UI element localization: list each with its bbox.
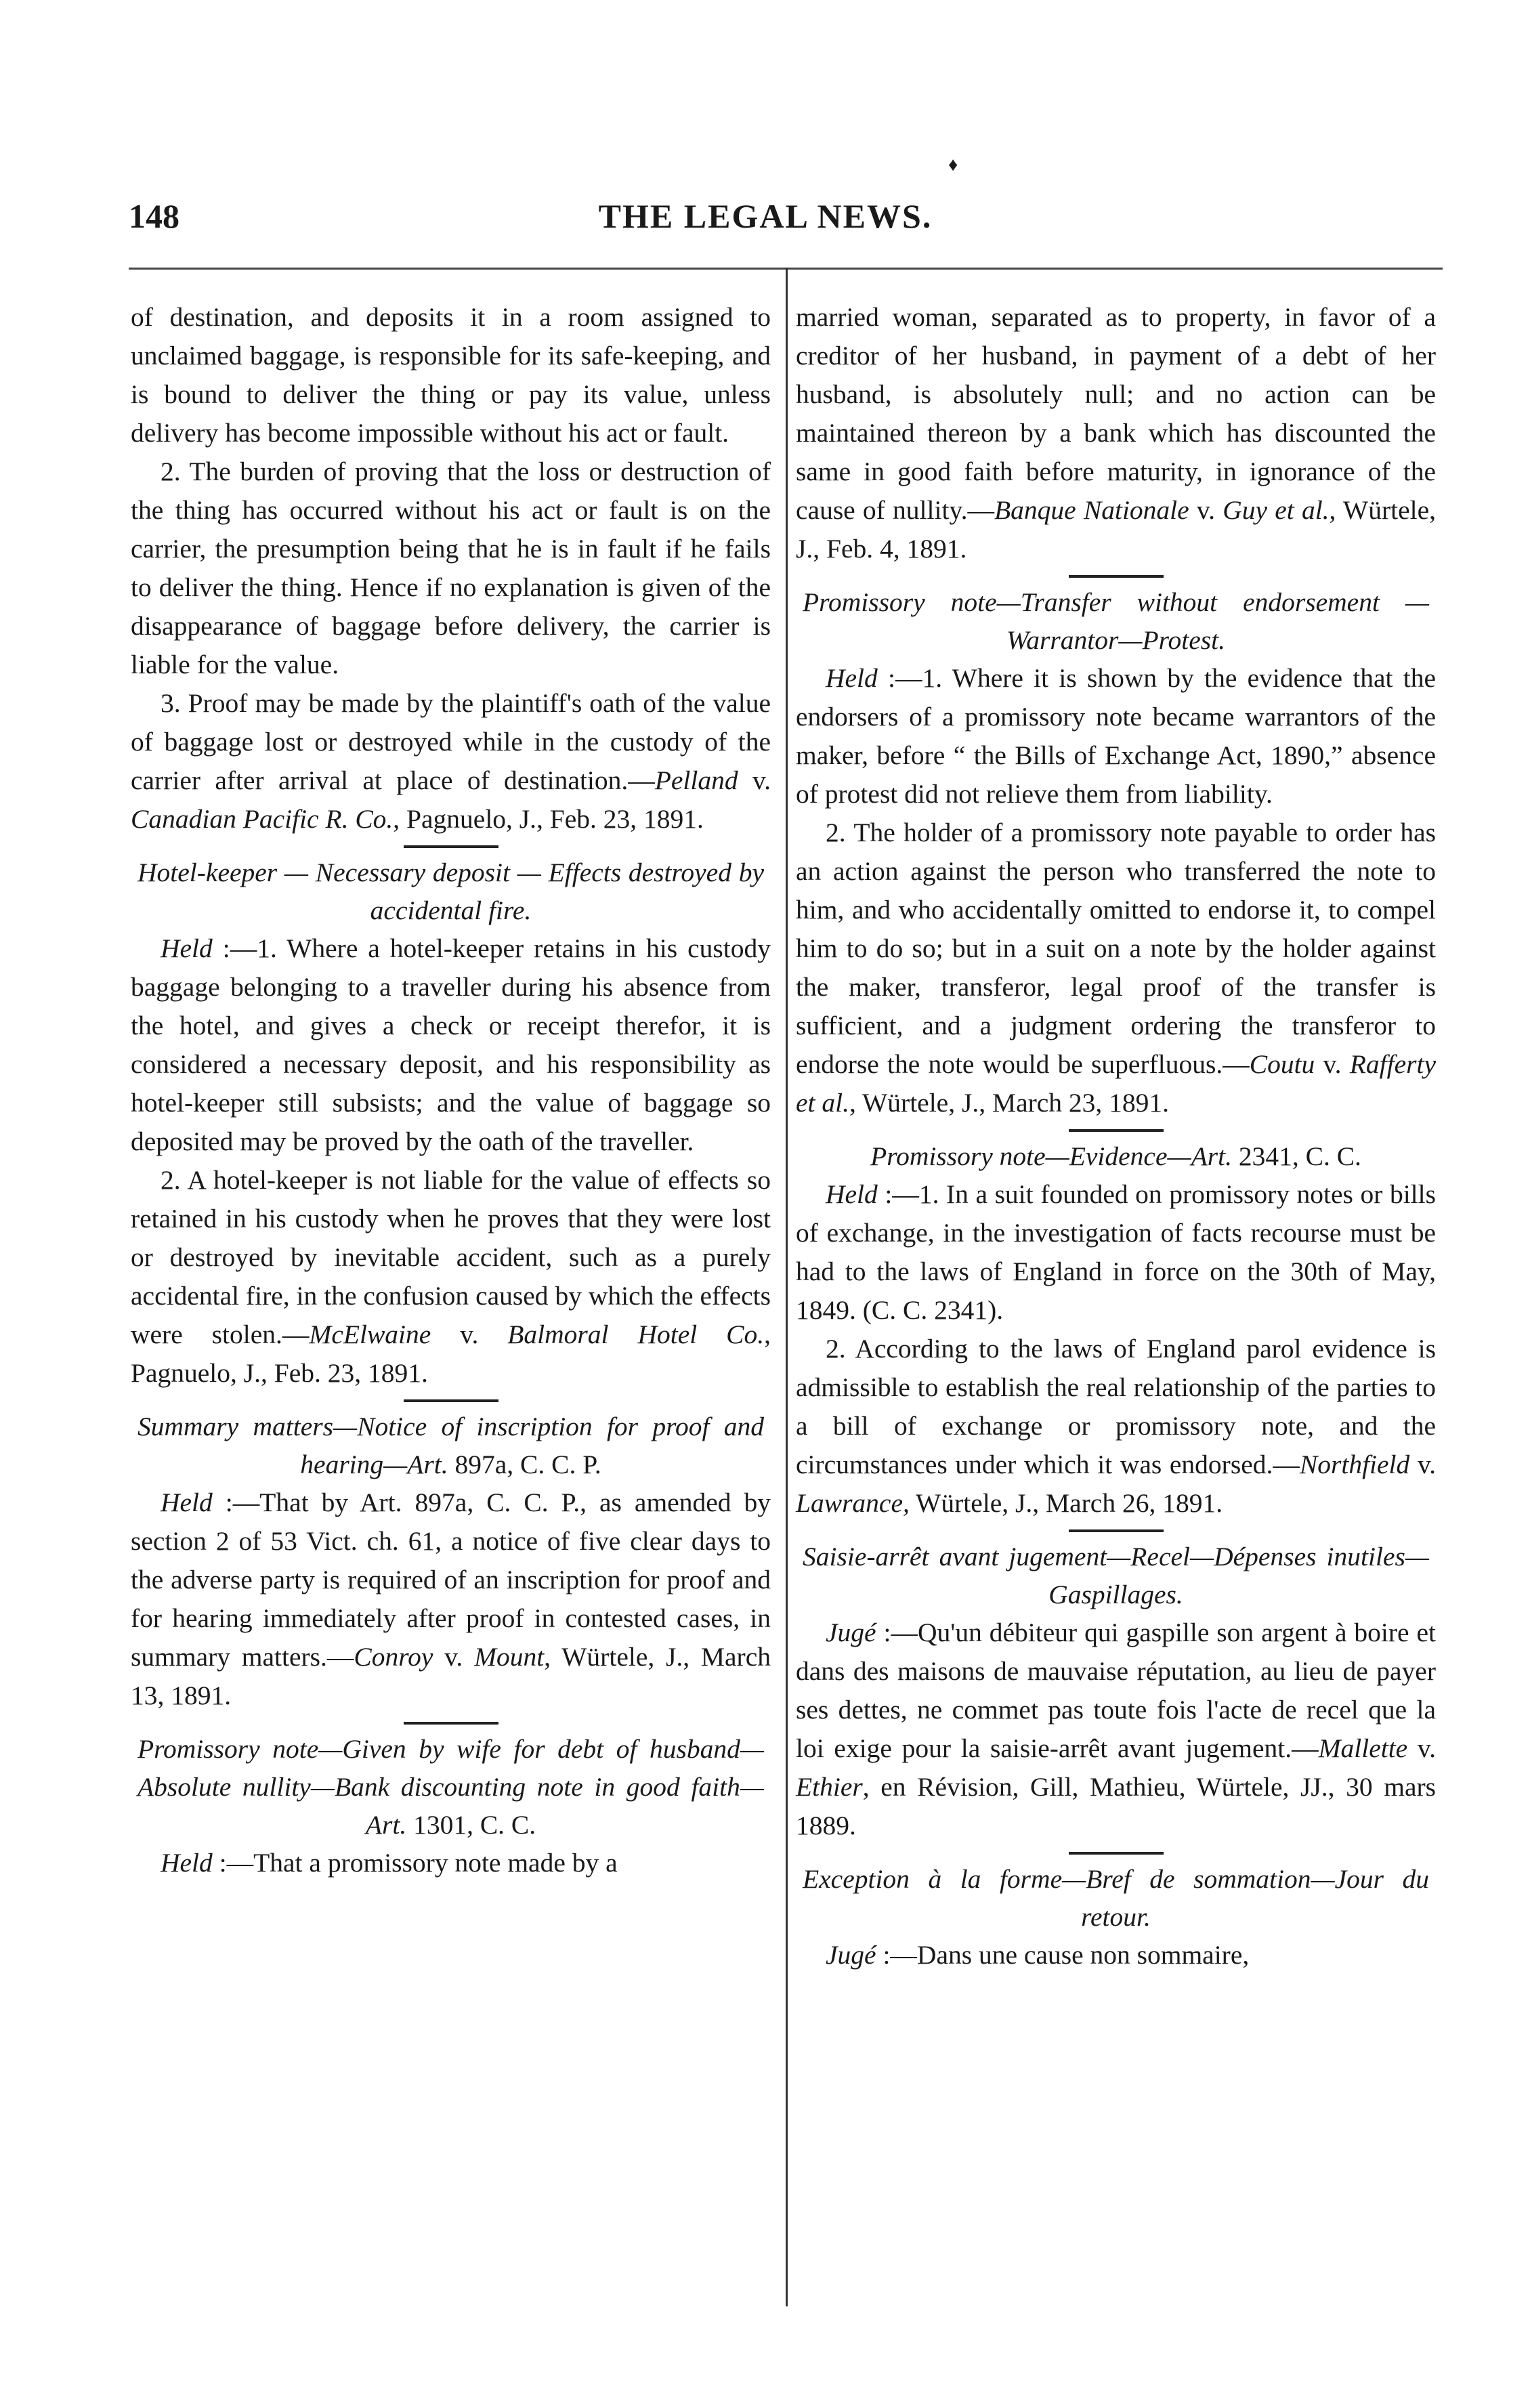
section-rule [404, 1722, 498, 1725]
case-party: Canadian Pacific R. Co. [131, 804, 394, 834]
case-name: Coutu [1249, 1049, 1315, 1079]
paragraph: married woman, separated as to property, in favor of a creditor of her husband, in payment of a debt of her husband, is absolutely null; and no action can be maintained thereon by a bank which has discounted the same in good faith before maturity, in ignorance of the cause of nullity.—Banque Nationale v. Guy et al., Würtele, J., Feb. 4, 1891. [796, 302, 1436, 564]
section-rule [1069, 1129, 1164, 1132]
paragraph: Held :—That a promissory note made by a [161, 1848, 618, 1878]
paragraph: Held :—1. Where a hotel-keeper retains in his custody baggage belonging to a traveller during his absence from the hotel, and gives a check or receipt therefor, it is considered a necessary deposit, and his responsibility as hotel-keeper still subsists; and the value of baggage so deposited may be proved by the oath of the traveller. [131, 933, 771, 1156]
case-heading: Promissory note—Given by wife for debt of husband—Absolute nullity—Bank discounting note in good faith—Art. 1301, C. C. [137, 1734, 764, 1840]
case-name: Conroy [354, 1642, 433, 1672]
case-party: Lawrance, [796, 1488, 910, 1518]
section-rule [1069, 1852, 1164, 1855]
case-heading: Summary matters—Notice of inscription for proof and hearing—Art. 897a, C. C. P. [137, 1412, 764, 1479]
left-column [131, 298, 771, 1882]
case-party: Balmoral Hotel Co. [507, 1319, 765, 1349]
paragraph: Held :—1. Where it is shown by the evidence that the endorsers of a promissory note became warrantors of the maker, before “ the Bills of Exchange Act, 1890,” absence of protest did not relieve them from liability. [796, 663, 1436, 809]
paragraph: Held :—That by Art. 897a, C. C. P., as amended by section 2 of 53 Vict. ch. 61, a notice of five clear days to the adverse party is required of an inscription for proof and for hearing immediately after proof in contested cases, in summary matters.—Conroy v. Mount, Würtele, J., March 13, 1891. [131, 1487, 771, 1710]
running-title: THE LEGAL NEWS. [598, 197, 933, 235]
case-name: Banque Nationale [994, 495, 1189, 525]
page-number: 148 [129, 197, 179, 235]
case-party: Rafferty et al. [796, 1049, 1436, 1118]
case-party: Guy et al. [1223, 495, 1330, 525]
case-name: McElwaine [309, 1319, 431, 1349]
case-name: Pelland [654, 765, 738, 795]
paragraph: Held :—1. In a suit founded on promissory notes or bills of exchange, in the investigation of facts recourse must be had to the laws of England in force on the 30th of May, 1849. (C. C. 2341). [796, 1179, 1436, 1325]
case-name: Mallette [1318, 1733, 1408, 1763]
paragraph: 2. The holder of a promissory note payable to order has an action against the person who transferred the note to him, and who accidentally omitted to endorse it, to compel him to do so; but in a suit on a note by the holder against the maker, transferor, legal proof of the transfer is sufficient, and a judgment ordering the transferor to endorse the note would be superfluous.—Coutu v. Rafferty et al., Würtele, J., March 23, 1891. [796, 818, 1436, 1118]
section-rule [404, 1399, 498, 1402]
section-rule [1069, 575, 1164, 578]
case-heading: Saisie-arrêt avant jugement—Recel—Dépenses inutiles—Gaspillages. [803, 1542, 1429, 1609]
case-heading: Promissory note—Evidence—Art. 2341, C. C. [870, 1141, 1361, 1171]
case-party: Mount [474, 1642, 545, 1672]
paragraph: 2. A hotel-keeper is not liable for the value of effects so retained in his custody when he proves that they were lost or destroyed by inevitable accident, such as a purely accidental fire, in the confusion caused by which the effects were stolen.—McElwaine v. Balmoral Hotel Co., Pagnuelo, J., Feb. 23, 1891. [131, 1165, 771, 1388]
paragraph: Jugé :—Qu'un débiteur qui gaspille son argent à boire et dans des maisons de mauvaise réputation, au lieu de payer ses dettes, ne commet pas toute fois l'acte de recel que la loi exige pour la saisie-arrêt avant jugement.—Mallette v. Ethier, en Révision, Gill, Mathieu, Würtele, JJ., 30 mars 1889. [796, 1618, 1436, 1840]
column-divider [786, 268, 788, 2306]
paragraph: 2. The burden of proving that the loss or destruction of the thing has occurred without his act or fault is on the carrier, the presumption being that he is in fault if he fails to deliver the thing. Hence if no explanation is given of the disappearance of baggage before delivery, the carrier is liable for the value. [131, 457, 771, 679]
case-heading: Promissory note—Transfer without endorsement — Warrantor—Protest. [803, 587, 1429, 655]
case-heading: Hotel-keeper — Necessary deposit — Effects destroyed by accidental fire. [137, 858, 764, 925]
paragraph: 2. According to the laws of England parol evidence is admissible to establish the real relationship of the parties to a bill of exchange or promissory note, and the circumstances under which it was endorsed.—Northfield v. Lawrance, Würtele, J., March 26, 1891. [796, 1334, 1437, 1518]
section-rule [1069, 1529, 1164, 1532]
paragraph: of destination, and deposits it in a room assigned to unclaimed baggage, is responsible for its safe-keeping, and is bound to deliver the thing or pay its value, unless delivery has become impossible without his act or fault. [131, 302, 771, 448]
ink-mark: ♦ [948, 154, 958, 175]
section-rule [404, 845, 498, 848]
case-name: Northfield [1299, 1450, 1410, 1479]
paragraph: 3. Proof may be made by the plaintiff's oath of the value of baggage lost or destroyed while in the custody of the carrier after arrival at place of destination.—Pelland v. Canadian Pacific R. Co., Pagnuelo, J., Feb. 23, 1891. [131, 688, 771, 834]
case-party: Ethier [796, 1772, 863, 1802]
case-heading: Exception à la forme—Bref de sommation—Jour du retour. [803, 1864, 1429, 1932]
page-header [129, 196, 1402, 257]
right-column [796, 298, 1436, 1974]
paragraph: Jugé :—Dans une cause non sommaire, [826, 1940, 1250, 1970]
